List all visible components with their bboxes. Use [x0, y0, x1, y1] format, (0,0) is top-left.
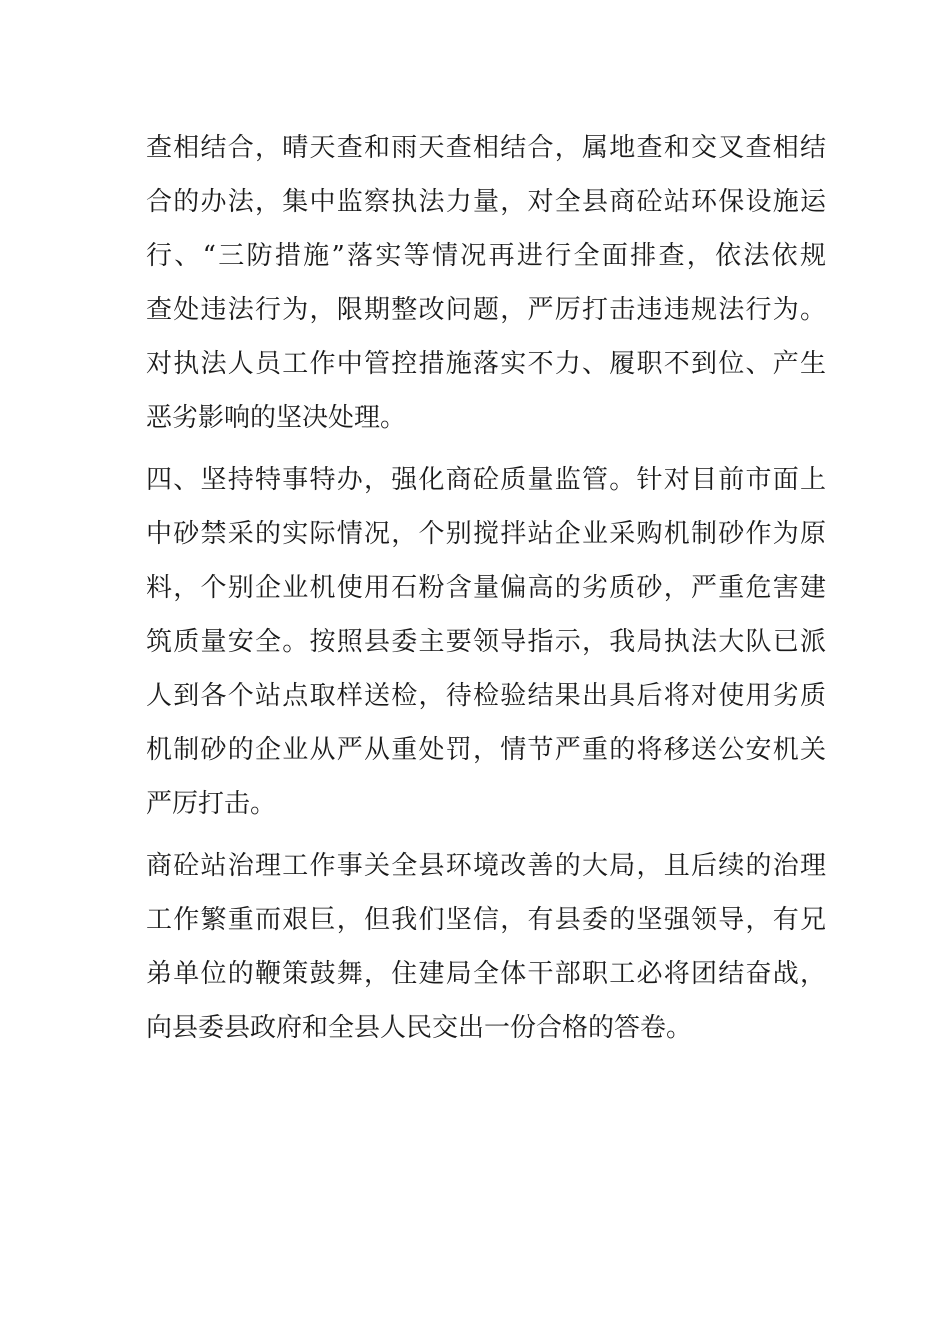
text-line: 合的办法，集中监察执法力量，对全县商砼站环保设施运 — [146, 187, 826, 217]
text-line: 料，个别企业机使用石粉含量偏高的劣质砂，严重危害建 — [146, 573, 826, 603]
paragraph-inspection-enforcement — [146, 121, 826, 445]
paragraph-conclusion — [146, 839, 826, 1055]
paragraph-spacer — [146, 445, 826, 453]
text-line: 对执法人员工作中管控措施落实不力、履职不到位、产生 — [146, 349, 826, 379]
text-line: 机制砂的企业从严从重处罚，情节严重的将移送公安机关 — [146, 735, 826, 765]
text-line: 行、“三防措施”落实等情况再进行全面排查，依法依规 — [146, 241, 826, 271]
text-line: 人到各个站点取样送检，待检验结果出具后将对使用劣质 — [146, 681, 826, 711]
text-line: 恶劣影响的坚决处理。 — [146, 403, 407, 433]
text-line: 向县委县政府和全县人民交出一份合格的答卷。 — [146, 1013, 693, 1043]
document-body — [146, 121, 826, 1055]
text-line: 查处违法行为，限期整改问题，严厉打击违违规法行为。 — [146, 295, 826, 325]
text-line: 商砼站治理工作事关全县环境改善的大局，且后续的治理 — [146, 851, 826, 881]
text-line: 中砂禁采的实际情况，个别搅拌站企业采购机制砂作为原 — [146, 519, 826, 549]
text-line: 工作繁重而艰巨，但我们坚信，有县委的坚强领导，有兄 — [146, 905, 826, 935]
text-line: 弟单位的鞭策鼓舞，住建局全体干部职工必将团结奋战， — [146, 959, 826, 989]
paragraph-spacer — [146, 831, 826, 839]
paragraph-quality-supervision — [146, 453, 826, 831]
text-line: 筑质量安全。按照县委主要领导指示，我局执法大队已派 — [146, 627, 826, 657]
text-line: 四、坚持特事特办，强化商砼质量监管。针对目前市面上 — [146, 465, 826, 495]
text-line: 严厉打击。 — [146, 789, 277, 819]
text-line: 查相结合，晴天查和雨天查相结合，属地查和交叉查相结 — [146, 133, 826, 163]
